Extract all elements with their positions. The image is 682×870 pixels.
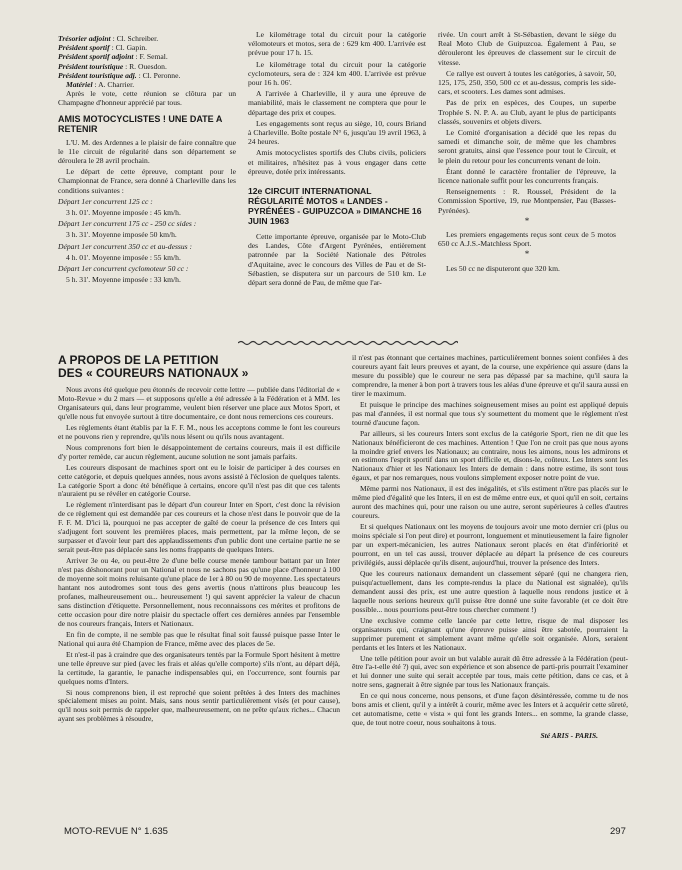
paragraph: Une telle pétition pour avoir un but valable aurait dû être adressée à la Fédération (peut-être l'a-t-elle été ?) qui, avec son expérience et son absence de parti-pris pourrait l'examiner et lui donner une suite qui serait acceptée par tous, mais cette pétition, dans ce cas, et à notre sens, gagnerait à être signée par tous les Nationaux français. (352, 653, 628, 690)
paragraph: Après le vote, cette réunion se clôtura par un Champagne d'honneur apprécié par tous. (58, 89, 236, 108)
paragraph: Nous avons été quelque peu étonnés de recevoir cette lettre — publiée dans l'éditorial de « Moto-Revue » du 2 mars — et supposons qu'elle a été adressée à la Fédération et à MM. les Organisateurs qui, dans leur programme, veulent bien réserver une place aux Motos Sport, et qu'elle nous fut envoyée surtout à titre documentaire, ce dont nous remercions ces coureurs. (58, 385, 340, 421)
paragraph: Que les coureurs nationaux demandent un classement séparé (qui ne changera rien, puisqu'actuellement, dans les compte-rendus la place du National est signalée), qu'ils demandent aussi des prix, est une autre question à laquelle nous rendons justice et à laquelle nous serions heureux qu'il puisse être donné une suite favorable (et ce doit être possible... nous pourrions peut-être tous chercher comment !) (352, 568, 628, 614)
paragraph: Par ailleurs, si les coureurs Inters sont exclus de la catégorie Sport, rien ne dit que les Nationaux bénéficieront de ces machines. Attention ! Que l'on ne croit pas que nous ayons la moindre grief envers les Nationaux; au contraire, nous les aimons, nous les admirons et en estimons l'esprit sportif dans un sport difficile et, disons-le, coûteux. Les Inters sont les Nationaux d'hier et les Nationaux les Inters de demain : dans notre estime, ils sont tous égaux, et par nos remarques, nous voulons simplement exposer notre point de vue. (352, 428, 628, 483)
paragraph: Si nous comprenons bien, il est reproché que soient prêtées à des Inters des machines spécialement mises au point. Mais, sans nous sentir particulièrement visés (et pour cause), qu'il nous soit permis de rappeler que, malheureusement, on ne prête qu'aux riches... Chacun ayant ses problèmes à résoudre, (58, 687, 340, 724)
paragraph: L'U. M. des Ardennes a le plaisir de faire connaître que le 11e circuit de régularité dans son département se déroulera le 28 avril prochain. (58, 137, 236, 166)
paragraph: Les engagements sont reçus au siège, 10, cours Briand à Charleville. Boîte postale N° 6, jusqu'au 19 avril 1963, à 24 heures. (248, 118, 426, 147)
paragraph: Étant donné le caractère frontalier de l'épreuve, la licence nationale suffit pour les concurrents français. (438, 166, 616, 186)
column-1 (58, 34, 236, 286)
article-title: A PROPOS DE LA PETITION DES « COUREURS NATIONAUX » (58, 353, 249, 380)
paragraph: Le kilométrage total du circuit pour la catégorie cyclomoteurs, sera de : 324 km 400. L'arrivée est prévue pour 16 h. 06'. (248, 59, 426, 88)
staff-line: Matériel : A. Charrier. (66, 80, 135, 90)
schedule-label: Départ 1er concurrent 125 cc : (58, 196, 153, 206)
schedule-value: 5 h. 31'. Moyenne imposée : 33 km/h. (66, 275, 181, 285)
star-separator: * (524, 249, 530, 260)
paragraph: Et si quelques Nationaux ont les moyens de toujours avoir une moto dernier cri (plus ou moins spéciale si l'on peut dire) et pourront, longuement et minutieusement la faire fignoler par un expert-mécanicien, les autres Nationaux seront placés en état d'infériorité et pourront, en un tel cas aussi, trouver déplacée au départ la présence de ces coureurs privilégiés, aussi déplacée qu'ils disent, aujourd'hui, trouver la présence des Inters. (352, 522, 628, 567)
paragraph: A l'arrivée à Charleville, il y aura une épreuve de maniabilité, mais le classement ne comptera que pour le départage des prix et coupes. (248, 89, 426, 117)
paragraph: Amis motocyclistes sportifs des Clubs civils, policiers et militaires, n'hésitez pas à vous engager dans cette épreuve, dotée prix intéressants. (248, 148, 426, 176)
paragraph: Nous comprenons fort bien le désappointement de certains coureurs, mais il est difficile d'y porter remède, car aucun règlement, aucune solution ne sont jamais parfaits. (58, 442, 340, 461)
paragraph: Les règlements étant établis par la F. F. M., nous les acceptons comme le font les coureurs et ne pouvons rien y reprendre, qu'ils nous lésent ou qu'ils nous avantagent. (58, 422, 340, 441)
signature: Sté ARIS - PARIS. (540, 731, 598, 741)
paragraph: Même parmi nos Nationaux, il est des inégalités, et s'ils estiment n'être pas placés sur le même pied d'égalité que les Inters, il en est de même entre eux, et quoi qu'il en soit, certains auront des machines qui, pour une raison ou une autre, seront supérieures à celles d'autres coureurs. (352, 484, 628, 521)
schedule-label: Départ 1er concurrent cyclomoteur 50 cc : (58, 264, 189, 274)
paragraph: Une exclusive comme celle lancée par cette lettre, risque de mal disposer les organisateurs qui, craignant qu'une épreuve puisse ainsi être sabotée, pourraient la supprimer purement et simplement avant même qu'elle soit organisée. Alors, seraient perdants et les Inters et les Nationaux. (352, 615, 628, 652)
staff-list (58, 34, 236, 89)
footer-magazine-issue: MOTO-REVUE N° 1.635 (64, 826, 168, 837)
paragraph: Le kilométrage total du circuit pour la catégorie vélomoteurs et motos, sera de : 629 km 400. L'arrivée est prévue pour 17 h. 15. (248, 30, 426, 58)
paragraph: En ce qui nous concerne, nous pensons, et d'une façon désintéressée, comme tu de nos bons amis et client, qu'il y a intérêt à courir, même avec les Inters et à acquérir cette sûreté, cet automatisme, cette « vista » qui font les grands Inters... en somme, la grande classe, que, de tout notre coeur, nous souhaitons à tous. (352, 691, 628, 728)
schedule-label: Départ 1er concurrent 350 cc et au-dessus : (58, 241, 193, 251)
footer-page-number: 297 (610, 826, 626, 837)
staff-line: Président sportif : Cl. Gapin. (58, 43, 148, 53)
paragraph: Le Comité d'organisation a décidé que les repas du samedi et dimanche soir, de même que les chambres seront gratuits, ainsi que l'essence pour tout le Circuit, et le plein du retour pour les concurrents venant de loin. (438, 128, 616, 165)
paragraph: Et puisque le principe des machines soigneusement mises au point est appliqué depuis pas mal d'années, il est normal que tous s'y soumettent du moment que le règlement n'est tourné d'aucune façon. (352, 399, 628, 427)
paragraph: Les 50 cc ne disputeront que 320 km. (446, 263, 560, 273)
staff-line: Président sportif adjoint : F. Semal. (58, 52, 168, 62)
schedule-value: 3 h. 01'. Moyenne imposée : 45 km/h. (66, 208, 181, 218)
staff-line: Président touristique : R. Ouesdon. (58, 61, 167, 71)
schedule-label: Départ 1er concurrent 175 cc - 250 cc sides : (58, 219, 197, 229)
paragraph: Le règlement n'interdisant pas le départ d'un coureur Inter en Sport, c'est donc la révision de ce règlement qui est demandée par ces coureurs et la chose n'est dans le pouvoir que de la F. F. M. D'ici là, pourquoi ne pas accepter de gaîté de coeur la présence de ces Inters qui s'adjugent fort souvent les premières places, mais permettent, par la même leçon, de se surpasser et d'avoir leur part des applaudissements d'un public dont une certaine partie ne se serait peut-être pas déplacée sans les noms frappants de quelques Inters. (58, 500, 340, 555)
article-column-right (352, 354, 628, 741)
article-column-left (58, 386, 340, 726)
staff-line: Trésorier adjoint : Cl. Schreiber. (58, 34, 159, 43)
paragraph: Et n'est-il pas à craindre que des organisateurs tentés par la Formule Sport hésitent à mettre une telle épreuve sur pied (avec les frais et aléas qu'elle comporte) s'ils n'ont, au départ déjà, la certitude, la garantie, le panache indispensables qui, en l'occurrence, sont fournis par quelques noms d'Inters. (58, 649, 340, 686)
paragraph: Le départ de cette épreuve, comptant pour le Championnat de France, sera donné à Charleville dans les conditions suivantes : (58, 167, 236, 195)
paragraph: Renseignements : R. Roussel, Président de la Commission Sportive, 19, rue Montpensier, Pau (Basses-Pyrénées). (438, 187, 616, 215)
paragraph: Ce rallye est ouvert à toutes les catégories, à savoir, 50, 125, 175, 250, 350, 500 cc et au-dessus, compris les side-cars, et scooters. Les dames sont admises. (438, 68, 616, 97)
section-heading: AMIS MOTOCYCLISTES ! UNE DATE A RETENIR (58, 113, 223, 134)
paragraph: Pas de prix en espèces, des Coupes, un superbe Trophée S. N. P. A. au Club, ayant le plus de participants classés, souvenirs et objets divers. (438, 98, 616, 126)
staff-line: Président touristique adj. : Cl. Peronne. (58, 70, 181, 80)
section-heading: 12e CIRCUIT INTERNATIONAL RÉGULARITÉ MOTOS « LANDES - PYRÉNÉES - GUIPUZCOA » DIMANCHE 16 JUIN 1963 (248, 186, 422, 227)
paragraph: Arriver 3e ou 4e, ou peut-être 2e d'une belle course menée tambour battant par un Inter n'est pas déshonorant pour un National et nous ne sachons pas qu'une place d'honneur à 100 de moyenne soit moins reluisante qu'une place de 1er à 80 ou 90 de moyenne. Les spectateurs hantant nos autodromes sont tous des gens avertis (nous n'attirons plus beaucoup les profanes, malheureusement ou... heureusement !) qui savent apprécier la valeur de chacun sans distinction d'étiquette. Personnellement, nous reconnaissons ces mérites et profitons de cette occasion pour dire notre plaisir du spectacle offert ces dernières années par l'ensemble de nos coureurs français, Inters et Nationaux. (58, 556, 340, 628)
schedule-value: 3 h. 31'. Moyenne imposée 50 km/h. (66, 230, 177, 240)
column-3 (438, 30, 616, 275)
schedule-value: 4 h. 01'. Moyenne imposée : 55 km/h. (66, 252, 181, 262)
paragraph: Les premiers engagements reçus sont ceux de 5 motos 650 cc A.J.S.-Matchless Sport. (438, 230, 616, 249)
column-2 (248, 30, 426, 289)
paragraph: il n'est pas étonnant que certaines machines, particulièrement bonnes soient confiées à des coureurs ayant fait leurs preuves et ayant, de la course, une expérience qui assure (dans la mesure du possible) que le coureur ne sera pas dépassé par sa machine, qu'il saura la comprendre, la mener à bon port à travers tous les aléas d'une épreuve et qu'il saura aussi en tirer le maximum. (352, 353, 628, 398)
star-separator: * (524, 215, 530, 226)
paragraph: En fin de compte, il ne semble pas que le résultat final soit faussé puisque passe Inter le National qui aura été Champion de France, même avec des places de 5e. (58, 629, 340, 648)
decorative-divider (238, 340, 458, 346)
paragraph: Cette importante épreuve, organisée par le Moto-Club des Landes, Côte d'Argent Pyrénées, entièrement patronnée par la Société Nationale des Pétroles d'Aquitaine, avec le concours des Villes de Pau et de St-Sébastien, se disputera sur un parcours de 510 km. Le départ sera donné de Pau, de même que l'ar- (248, 232, 426, 288)
paragraph: Les coureurs disposant de machines sport ont eu le loisir de participer à des courses en cette catégorie, et depuis quelques années, nous avons assisté à l'éclosion de quelques talents. La catégorie Sport a donc été bénéfique à certains, encore qu'il n'est pas dit que ces talents n'auraient pu se révéler en catégorie Course. (58, 462, 340, 499)
paragraph: rivée. Un court arrêt à St-Sébastien, devant le siège du Real Moto Club de Guipuzcoa. Également à Pau, se dérouleront les épreuves de classement sur le circuit de vitesse. (438, 30, 616, 67)
